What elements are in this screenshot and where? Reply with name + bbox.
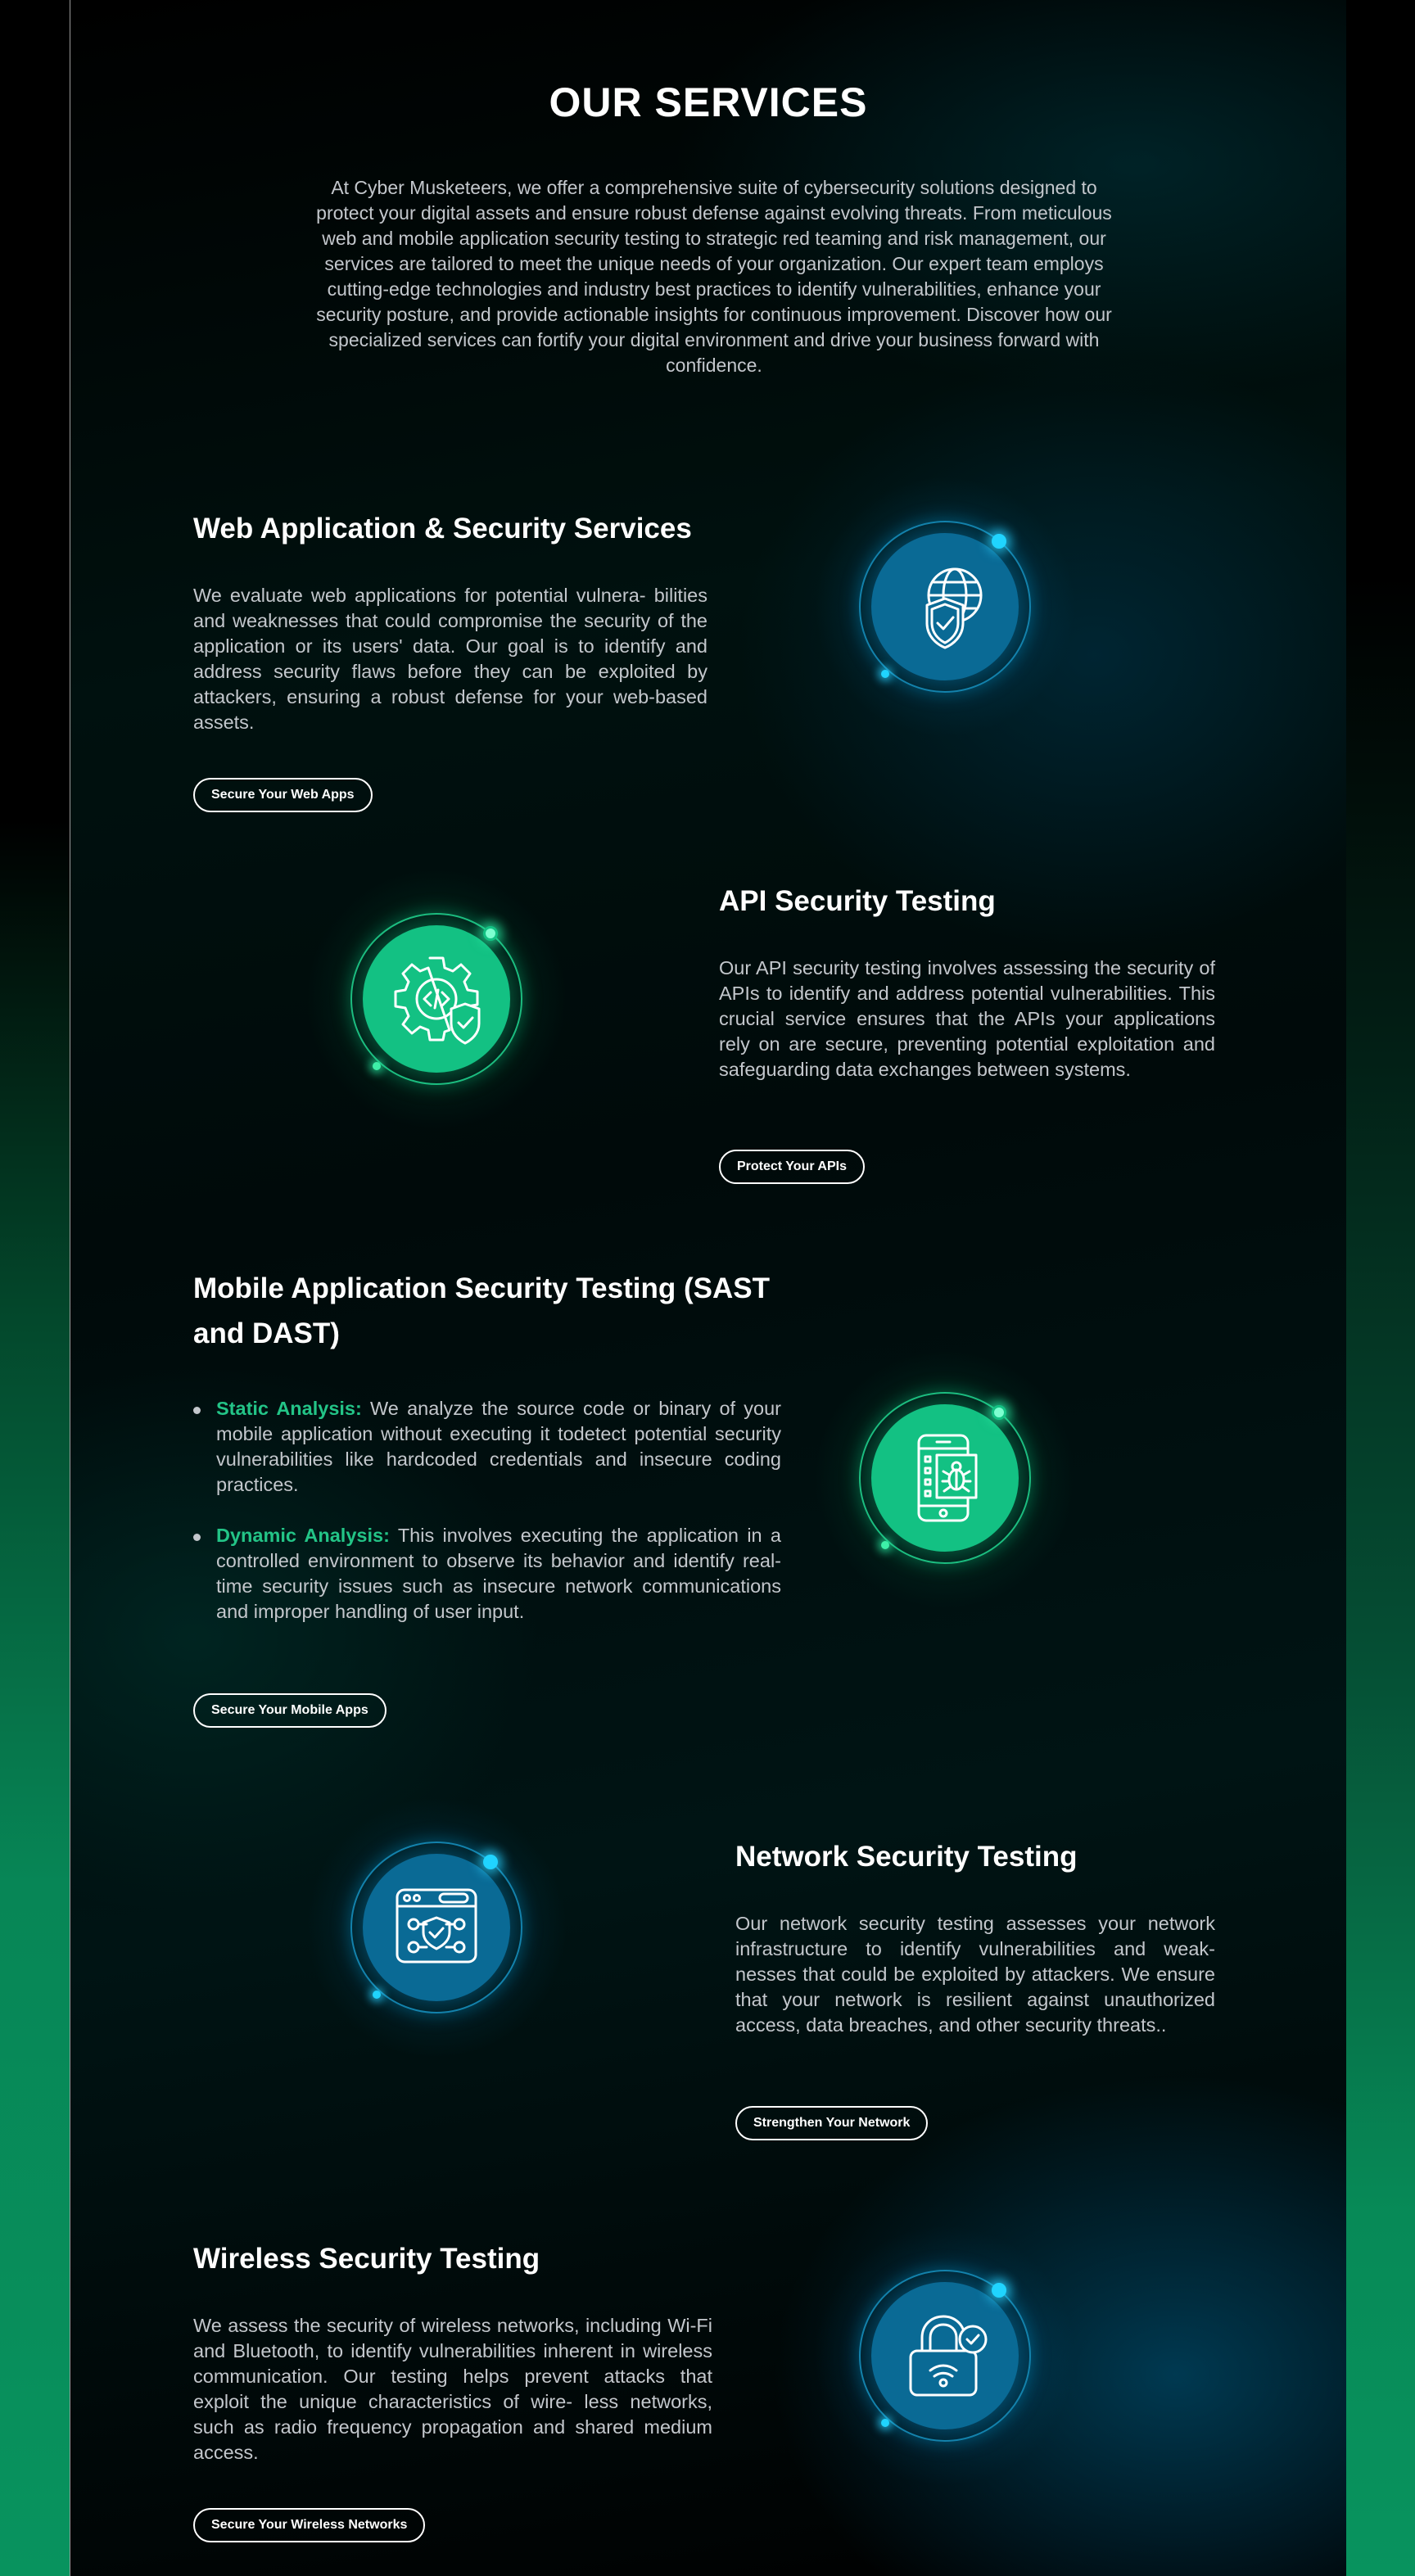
service-title: API Security Testing [719, 885, 996, 917]
secure-wireless-networks-button[interactable]: Secure Your Wireless Networks [193, 2508, 425, 2542]
left-side-panel [0, 0, 70, 2576]
bullet-text: This involves executing the application in a controlled environment to observe its behavior and identify real-time security issues such as insecure network communications and improper handling of user input. [216, 1525, 782, 1622]
bullet-text: We analyze the source code or binary of your mobile application without executing it todetect potential security vulnerabilities like hardcoded credentials and insecure coding practices. [216, 1398, 781, 1495]
mobile-bug-icon [896, 1429, 994, 1527]
globe-shield-icon-badge [859, 521, 1031, 693]
network-window-icon-badge [350, 1842, 522, 2013]
services-section [70, 0, 1346, 2576]
service-title: Network Security Testing [735, 1841, 1078, 1873]
secure-mobile-apps-button[interactable]: Secure Your Mobile Apps [193, 1693, 387, 1728]
service-title: Wireless Security Testing [193, 2243, 540, 2275]
service-description: We assess the security of wireless networks, including Wi-Fi and Bluetooth, to identify vulnerabilities inherent in wireless communication. Our testing helps prevent attacks that exploit the unique characteristics of wire- less networks, such as radio frequency propagation and shared medium access. [193, 2315, 712, 2463]
section-intro: At Cyber Musketeers, we offer a comprehensive suite of cybersecurity solutions designed to protect your digital assets and ensure robust defense against evolving threats. From meticulous web and mobile application security testing to strategic red teaming and risk management, our services are tailored to meet the unique needs of your organization. Our expert team employs cutting-edge technologies and industry best practices to identify vulnerabilities, enhance your security posture, and provide actionable insights for continuous improvement. Discover how our specialized services can fortify your digital environment and drive your business forward with confidence. [316, 177, 1112, 376]
mobile-bug-icon-badge [859, 1392, 1031, 1564]
bullet-term: Static Analysis: [216, 1398, 362, 1419]
service-title: Web Application & Security Services [193, 513, 692, 545]
globe-shield-icon [896, 558, 994, 656]
right-side-panel [1346, 0, 1415, 2576]
secure-web-apps-button[interactable]: Secure Your Web Apps [193, 778, 373, 812]
list-item [193, 1523, 781, 1625]
wireless-lock-icon [896, 2307, 994, 2405]
network-window-icon [387, 1878, 486, 1977]
strengthen-network-button[interactable]: Strengthen Your Network [735, 2106, 928, 2140]
list-item [193, 1396, 781, 1498]
protect-apis-button[interactable]: Protect Your APIs [719, 1150, 865, 1184]
service-description: Our API security testing involves assessing the security of APIs to identify and address potential vulnerabilities. This crucial service ensures that the APIs your applications rely on are secure, preventing potential exploitation and safeguarding data exchanges between systems. [719, 957, 1215, 1080]
section-title: OUR SERVICES [549, 79, 868, 125]
analysis-list [193, 1396, 781, 1650]
service-description: Our network security testing assesses your network infrastructure to identify vulnerabilities and weak- nesses that could be exploited by attackers. We ensure that your network is resilient against unauthorized access, data breaches, and other security threats.. [735, 1913, 1215, 2036]
service-title: Mobile Application Security Testing (SAST and DAST) [193, 1272, 770, 1349]
bullet-term: Dynamic Analysis: [216, 1525, 390, 1546]
gear-code-shield-icon-badge [350, 913, 522, 1085]
wireless-lock-icon-badge [859, 2270, 1031, 2442]
gear-code-shield-icon [387, 950, 486, 1048]
service-description: We evaluate web applications for potential vulnera- bilities and weaknesses that could compromise the security of the application or its users' data. Our goal is to identify and address security flaws before they can be exploited by attackers, ensuring a robust defense for your web-based assets. [193, 585, 708, 733]
